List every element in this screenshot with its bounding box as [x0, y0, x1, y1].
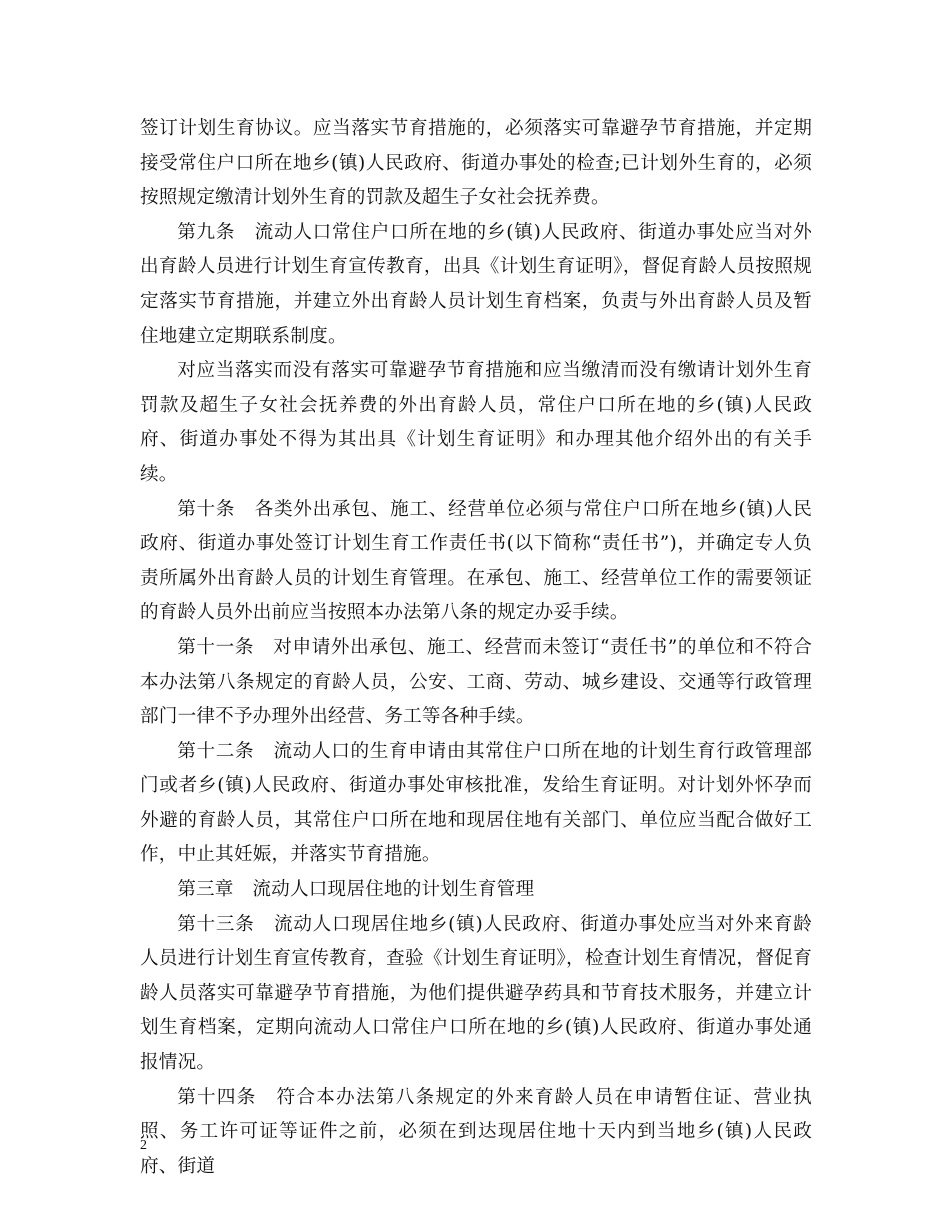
page-number: 2: [140, 1138, 147, 1153]
paragraph-1: 签订计划生育协议。应当落实节育措施的，必须落实可靠避孕节育措施，并定期接受常住户口所在地乡(镇)人民政府、街道办事处的检查;已计划外生育的，必须按照规定缴清计划外生育的罚款及超生子女社会抚养费。: [140, 118, 812, 209]
paragraph-article-9: 第九条 流动人口常住户口所在地的乡(镇)人民政府、街道办事处应当对外出育龄人员进行计划生育宣传教育，出具《计划生育证明》，督促育龄人员按照规定落实节育措施，并建立外出育龄人员计划生育档案，负责与外出育龄人员及暂住地建立定期联系制度。: [140, 221, 812, 347]
paragraph-article-10: 第十条 各类外出承包、施工、经营单位必须与常住户口所在地乡(镇)人民政府、街道办事处签订计划生育工作责任书(以下简称“责任书”)，并确定专人负责所属外出育龄人员的计划生育管理。在承包、施工、经营单位工作的需要领证的育龄人员外出前应当按照本办法第八条的规定办妥手续。: [140, 498, 812, 624]
chapter-3-heading: 第三章 流动人口现居住地的计划生育管理: [177, 879, 535, 901]
paragraph-article-13: 第十三条 流动人口现居住地乡(镇)人民政府、街道办事处应当对外来育龄人员进行计划生育宣传教育，查验《计划生育证明》，检查计划生育情况，督促育龄人员落实可靠避孕节育措施，为他们提供避孕药具和节育技术服务，并建立计划生育档案，定期向流动人口常住户口所在地的乡(镇)人民政府、街道办事处通报情况。: [140, 913, 812, 1074]
document-body: [140, 112, 812, 1184]
paragraph-article-9-clause: 对应当落实而没有落实可靠避孕节育措施和应当缴清而没有缴请计划外生育罚款及超生子女社会抚养费的外出育龄人员，常住户口所在地的乡(镇)人民政府、街道办事处不得为其出具《计划生育证明》和办理其他介绍外出的有关手续。: [140, 360, 812, 485]
paragraph-article-12: 第十二条 流动人口的生育申请由其常住户口所在地的计划生育行政管理部门或者乡(镇)人民政府、街道办事处审核批准，发给生育证明。对计划外怀孕而外避的育龄人员，其常住户口所在地和现居住地有关部门、单位应当配合做好工作，中止其妊娠，并落实节育措施。: [140, 740, 812, 866]
paragraph-article-11: 第十一条 对申请外出承包、施工、经营而未签订“责任书”的单位和不符合本办法第八条规定的育龄人员，公安、工商、劳动、城乡建设、交通等行政管理部门一律不予办理外出经营、务工等各种手续。: [140, 636, 812, 728]
paragraph-article-14: 第十四条 符合本办法第八条规定的外来育龄人员在申请暂住证、营业执照、务工许可证等证件之前，必须在到达现居住地十天内到当地乡(镇)人民政府、街道: [140, 1086, 812, 1177]
